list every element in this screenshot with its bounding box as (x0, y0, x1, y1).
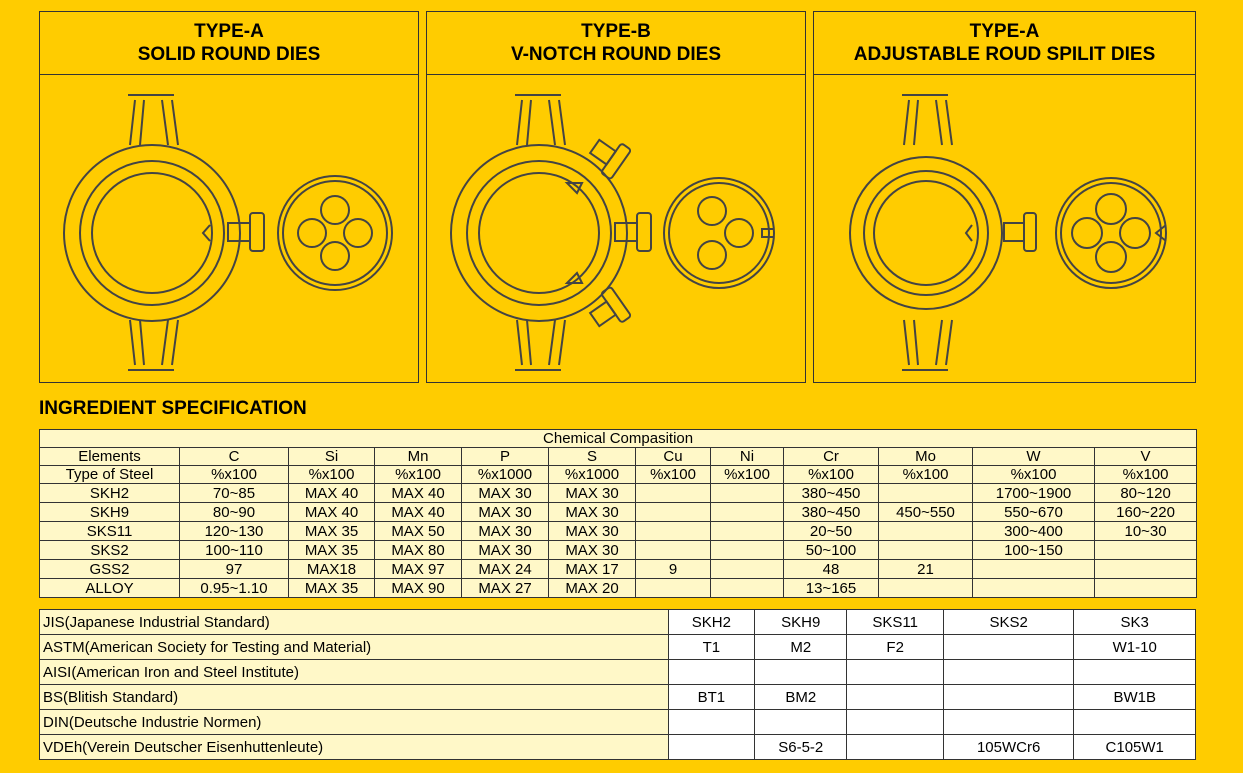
panel-adjustable-split-dies (813, 11, 1196, 383)
value-cell: MAX 80 (375, 541, 462, 560)
value-cell: MAX 35 (289, 579, 375, 598)
element-unit: %x100 (879, 466, 973, 484)
panel-header (814, 12, 1195, 75)
value-cell: 80~120 (1095, 484, 1197, 503)
value-cell (711, 503, 784, 522)
element-symbol: Cr (784, 448, 879, 466)
steel-type-cell: SKH9 (40, 503, 180, 522)
element-symbol: Mn (375, 448, 462, 466)
value-cell (879, 484, 973, 503)
value-cell: MAX 35 (289, 541, 375, 560)
table-row (40, 635, 1196, 660)
standard-grade-cell: SK3 (1074, 610, 1196, 635)
header-elements: Elements (40, 448, 180, 466)
element-symbol: Mo (879, 448, 973, 466)
standard-label: BS(Blitish Standard) (40, 685, 669, 710)
steel-type-cell: SKS2 (40, 541, 180, 560)
element-symbol: Si (289, 448, 375, 466)
table-row (40, 503, 1197, 522)
value-cell (711, 484, 784, 503)
value-cell: MAX 90 (375, 579, 462, 598)
v-notch-round-die-illustration (427, 75, 805, 383)
standard-grade-cell: BT1 (668, 685, 754, 710)
value-cell: 97 (180, 560, 289, 579)
standard-grade-cell (755, 660, 847, 685)
value-cell (973, 560, 1095, 579)
standard-grade-cell: W1-10 (1074, 635, 1196, 660)
element-unit: %x100 (973, 466, 1095, 484)
standard-grade-cell (943, 660, 1074, 685)
element-unit: %x100 (784, 466, 879, 484)
table-row (40, 522, 1197, 541)
standard-grade-cell: SKH2 (668, 610, 754, 635)
value-cell: MAX 27 (462, 579, 549, 598)
panel-type: TYPE-A (194, 21, 264, 42)
value-cell: 10~30 (1095, 522, 1197, 541)
value-cell: MAX 30 (462, 484, 549, 503)
value-cell: MAX 30 (549, 541, 636, 560)
value-cell: MAX 40 (289, 484, 375, 503)
panel-title: ADJUSTABLE ROUD SPILIT DIES (853, 44, 1156, 65)
standard-grade-cell (668, 710, 754, 735)
standard-grade-cell (755, 710, 847, 735)
standard-grade-cell: BM2 (755, 685, 847, 710)
table-row (40, 610, 1196, 635)
value-cell: 1700~1900 (973, 484, 1095, 503)
element-symbol: Cu (636, 448, 711, 466)
value-cell: MAX 97 (375, 560, 462, 579)
standard-grade-cell: BW1B (1074, 685, 1196, 710)
steel-type-cell: GSS2 (40, 560, 180, 579)
standard-grade-cell (1074, 660, 1196, 685)
element-unit: %x100 (289, 466, 375, 484)
value-cell: 50~100 (784, 541, 879, 560)
value-cell: 380~450 (784, 503, 879, 522)
value-cell: 9 (636, 560, 711, 579)
value-cell: 13~165 (784, 579, 879, 598)
value-cell: MAX 17 (549, 560, 636, 579)
value-cell: MAX 30 (462, 503, 549, 522)
table-caption: Chemical Compasition (40, 430, 1197, 448)
element-symbol: W (973, 448, 1095, 466)
adjustable-split-die-illustration (814, 75, 1195, 383)
caption-row (40, 430, 1197, 448)
value-cell: 380~450 (784, 484, 879, 503)
panel-v-notch-round-dies (426, 11, 806, 383)
table-row (40, 579, 1197, 598)
value-cell: 300~400 (973, 522, 1095, 541)
steel-type-cell: SKH2 (40, 484, 180, 503)
value-cell (636, 522, 711, 541)
element-symbol: S (549, 448, 636, 466)
value-cell: 550~670 (973, 503, 1095, 522)
standard-grade-cell (943, 635, 1074, 660)
standard-label: ASTM(American Society for Testing and Material) (40, 635, 669, 660)
standard-label: AISI(American Iron and Steel Institute) (40, 660, 669, 685)
standard-grade-cell (847, 735, 943, 760)
steel-type-cell: SKS11 (40, 522, 180, 541)
value-cell: 20~50 (784, 522, 879, 541)
element-row (40, 448, 1197, 466)
standard-grade-cell: T1 (668, 635, 754, 660)
value-cell (636, 503, 711, 522)
value-cell (1095, 560, 1197, 579)
value-cell (711, 579, 784, 598)
solid-round-die-illustration (40, 75, 418, 383)
value-cell (711, 522, 784, 541)
standard-label: DIN(Deutsche Industrie Normen) (40, 710, 669, 735)
element-unit: %x1000 (462, 466, 549, 484)
table-row (40, 685, 1196, 710)
value-cell: MAX 40 (375, 503, 462, 522)
value-cell: MAX 30 (462, 541, 549, 560)
value-cell: MAX 35 (289, 522, 375, 541)
value-cell (973, 579, 1095, 598)
value-cell: MAX 30 (549, 522, 636, 541)
value-cell: 100~150 (973, 541, 1095, 560)
element-unit: %x100 (180, 466, 289, 484)
panel-header (427, 12, 805, 75)
value-cell (879, 522, 973, 541)
value-cell: 160~220 (1095, 503, 1197, 522)
value-cell: 70~85 (180, 484, 289, 503)
value-cell: MAX 30 (462, 522, 549, 541)
standard-label: VDEh(Verein Deutscher Eisenhuttenleute) (40, 735, 669, 760)
value-cell (879, 579, 973, 598)
value-cell: 100~110 (180, 541, 289, 560)
value-cell (711, 541, 784, 560)
section-title: INGREDIENT SPECIFICATION (39, 398, 307, 419)
table-row (40, 484, 1197, 503)
panel-solid-round-dies (39, 11, 419, 383)
value-cell: MAX 40 (289, 503, 375, 522)
element-symbol: Ni (711, 448, 784, 466)
steel-type-cell: ALLOY (40, 579, 180, 598)
standard-grade-cell: SKS2 (943, 610, 1074, 635)
panel-type: TYPE-B (581, 21, 651, 42)
value-cell: 21 (879, 560, 973, 579)
standard-grade-cell: M2 (755, 635, 847, 660)
value-cell: MAX 30 (549, 503, 636, 522)
panel-title: SOLID ROUND DIES (137, 44, 321, 65)
standard-grade-cell: C105W1 (1074, 735, 1196, 760)
standard-grade-cell (847, 685, 943, 710)
table-row (40, 541, 1197, 560)
value-cell (636, 484, 711, 503)
element-symbol: V (1095, 448, 1197, 466)
value-cell: MAX 20 (549, 579, 636, 598)
value-cell (879, 541, 973, 560)
standard-grade-cell: SKH9 (755, 610, 847, 635)
chemical-composition-table (39, 429, 1197, 598)
standard-grade-cell: F2 (847, 635, 943, 660)
element-symbol: C (180, 448, 289, 466)
value-cell (711, 560, 784, 579)
header-steel-type: Type of Steel (40, 466, 180, 484)
standard-grade-cell (668, 660, 754, 685)
value-cell: 120~130 (180, 522, 289, 541)
standard-grade-cell (1074, 710, 1196, 735)
value-cell: MAX 24 (462, 560, 549, 579)
element-unit: %x1000 (549, 466, 636, 484)
value-cell: MAX 40 (375, 484, 462, 503)
standard-grade-cell (847, 710, 943, 735)
value-cell: MAX 30 (549, 484, 636, 503)
value-cell (636, 541, 711, 560)
element-unit: %x100 (711, 466, 784, 484)
element-symbol: P (462, 448, 549, 466)
element-unit: %x100 (375, 466, 462, 484)
value-cell: 48 (784, 560, 879, 579)
unit-row (40, 466, 1197, 484)
standard-grade-cell (943, 685, 1074, 710)
standard-grade-cell: 105WCr6 (943, 735, 1074, 760)
value-cell: MAX 50 (375, 522, 462, 541)
element-unit: %x100 (1095, 466, 1197, 484)
standards-table (39, 609, 1196, 760)
table-row (40, 660, 1196, 685)
table-row (40, 710, 1196, 735)
panel-header (40, 12, 418, 75)
standard-grade-cell: SKS11 (847, 610, 943, 635)
value-cell (1095, 579, 1197, 598)
panel-title: V-NOTCH ROUND DIES (510, 44, 722, 65)
value-cell (636, 579, 711, 598)
value-cell: 450~550 (879, 503, 973, 522)
standard-grade-cell (943, 710, 1074, 735)
value-cell (1095, 541, 1197, 560)
element-unit: %x100 (636, 466, 711, 484)
standard-grade-cell: S6-5-2 (755, 735, 847, 760)
standard-grade-cell (847, 660, 943, 685)
panel-type: TYPE-A (969, 21, 1040, 42)
table-row (40, 735, 1196, 760)
table-row (40, 560, 1197, 579)
standard-label: JIS(Japanese Industrial Standard) (40, 610, 669, 635)
value-cell: 0.95~1.10 (180, 579, 289, 598)
standard-grade-cell (668, 735, 754, 760)
value-cell: MAX18 (289, 560, 375, 579)
value-cell: 80~90 (180, 503, 289, 522)
